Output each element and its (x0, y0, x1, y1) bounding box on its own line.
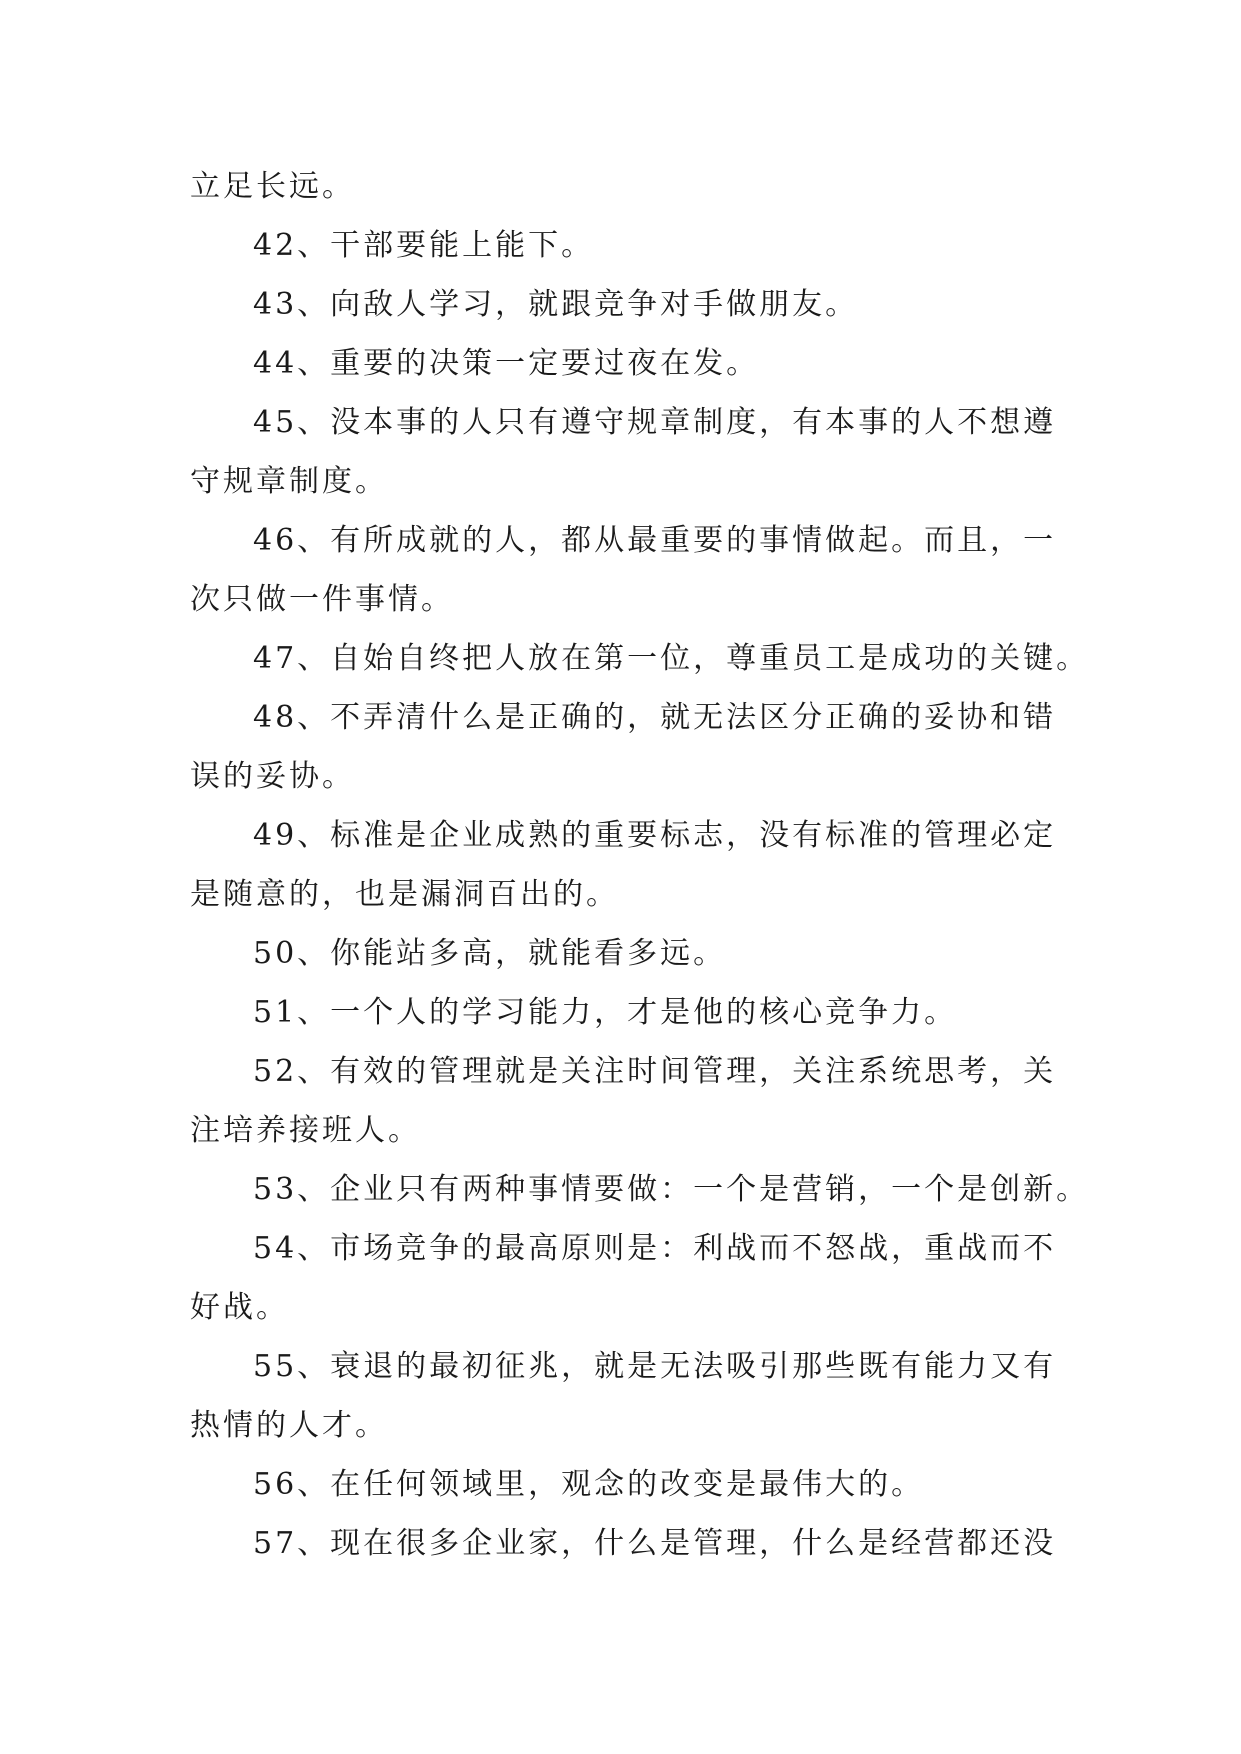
text-line: 次只做一件事情。 (190, 582, 454, 617)
text-line: 立足长远。 (190, 169, 355, 204)
text-line: 55、衰退的最初征兆，就是无法吸引那些既有能力又有 (253, 1349, 1057, 1384)
text-line: 54、市场竞争的最高原则是：利战而不怒战，重战而不 (253, 1231, 1057, 1266)
text-line: 好战。 (190, 1290, 289, 1325)
text-line: 注培养接班人。 (190, 1113, 421, 1148)
text-line: 守规章制度。 (190, 464, 388, 499)
text-line: 48、不弄清什么是正确的，就无法区分正确的妥协和错 (253, 700, 1057, 735)
text-line: 51、一个人的学习能力，才是他的核心竞争力。 (253, 995, 958, 1030)
text-line: 46、有所成就的人，都从最重要的事情做起。而且，一 (253, 523, 1057, 558)
text-line: 44、重要的决策一定要过夜在发。 (253, 346, 760, 381)
text-line: 43、向敌人学习，就跟竞争对手做朋友。 (253, 287, 859, 322)
text-line: 热情的人才。 (190, 1408, 388, 1443)
text-line: 是随意的，也是漏洞百出的。 (190, 877, 619, 912)
text-line: 47、自始自终把人放在第一位，尊重员工是成功的关键。 (253, 641, 1090, 676)
text-line: 误的妥协。 (190, 759, 355, 794)
text-line: 50、你能站多高，就能看多远。 (253, 936, 727, 971)
text-line: 57、现在很多企业家，什么是管理，什么是经营都还没 (253, 1526, 1057, 1561)
text-line: 53、企业只有两种事情要做：一个是营销，一个是创新。 (253, 1172, 1090, 1207)
text-line: 45、没本事的人只有遵守规章制度，有本事的人不想遵 (253, 405, 1057, 440)
text-line: 52、有效的管理就是关注时间管理，关注系统思考，关 (253, 1054, 1057, 1089)
text-line: 56、在任何领域里，观念的改变是最伟大的。 (253, 1467, 925, 1502)
text-line: 49、标准是企业成熟的重要标志，没有标准的管理必定 (253, 818, 1057, 853)
text-line: 42、干部要能上能下。 (253, 228, 595, 263)
